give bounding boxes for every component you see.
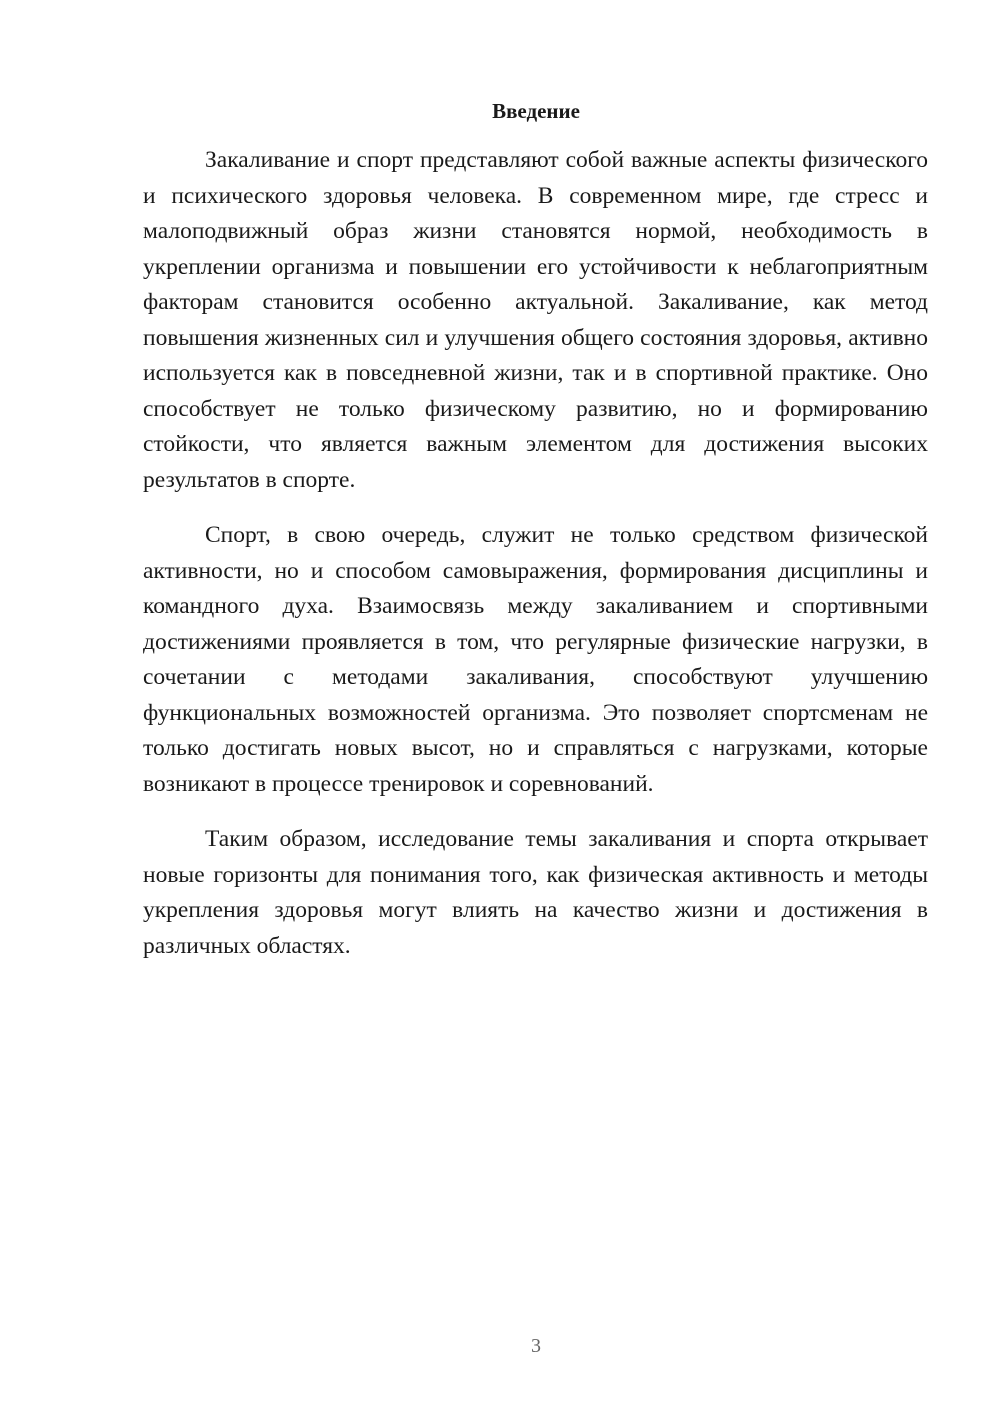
paragraph-2: Спорт, в свою очередь, служит не только средством физической активности, но и способом самовыражения, формирования дисциплины и командного духа. Взаимосвязь между закаливанием и спортивными достижениями проявляется в том, что регулярные физические нагрузки, в сочетании с методами закаливания, способствуют улучшению функциональных возможностей организма. Это позволяет спортсменам не только достигать новых высот, но и справляться с нагрузками, которые возникают в процессе тренировок и соревнований. <box>143 522 928 797</box>
body-text <box>143 143 928 964</box>
page-number: 3 <box>531 1335 541 1357</box>
paragraph-1: Закаливание и спорт представляют собой важные аспекты физического и психического здоровья человека. В современном мире, где стресс и малоподвижный образ жизни становятся нормой, необходимость в укреплении организма и повышении его устойчивости к неблагоприятным факторам становится особенно актуальной. Закаливание, как метод повышения жизненных сил и улучшения общего состояния здоровья, активно используется как в повседневной жизни, так и в спортивной практике. Оно способствует не только физическому развитию, но и формированию стойкости, что является важным элементом для достижения высоких результатов в спорте. <box>143 147 928 493</box>
paragraph-3: Таким образом, исследование темы закаливания и спорта открывает новые горизонты для понимания того, как физическая активность и методы укрепления здоровья могут влиять на качество жизни и достижения в различных областях. <box>143 826 928 959</box>
section-heading: Введение <box>492 99 580 123</box>
